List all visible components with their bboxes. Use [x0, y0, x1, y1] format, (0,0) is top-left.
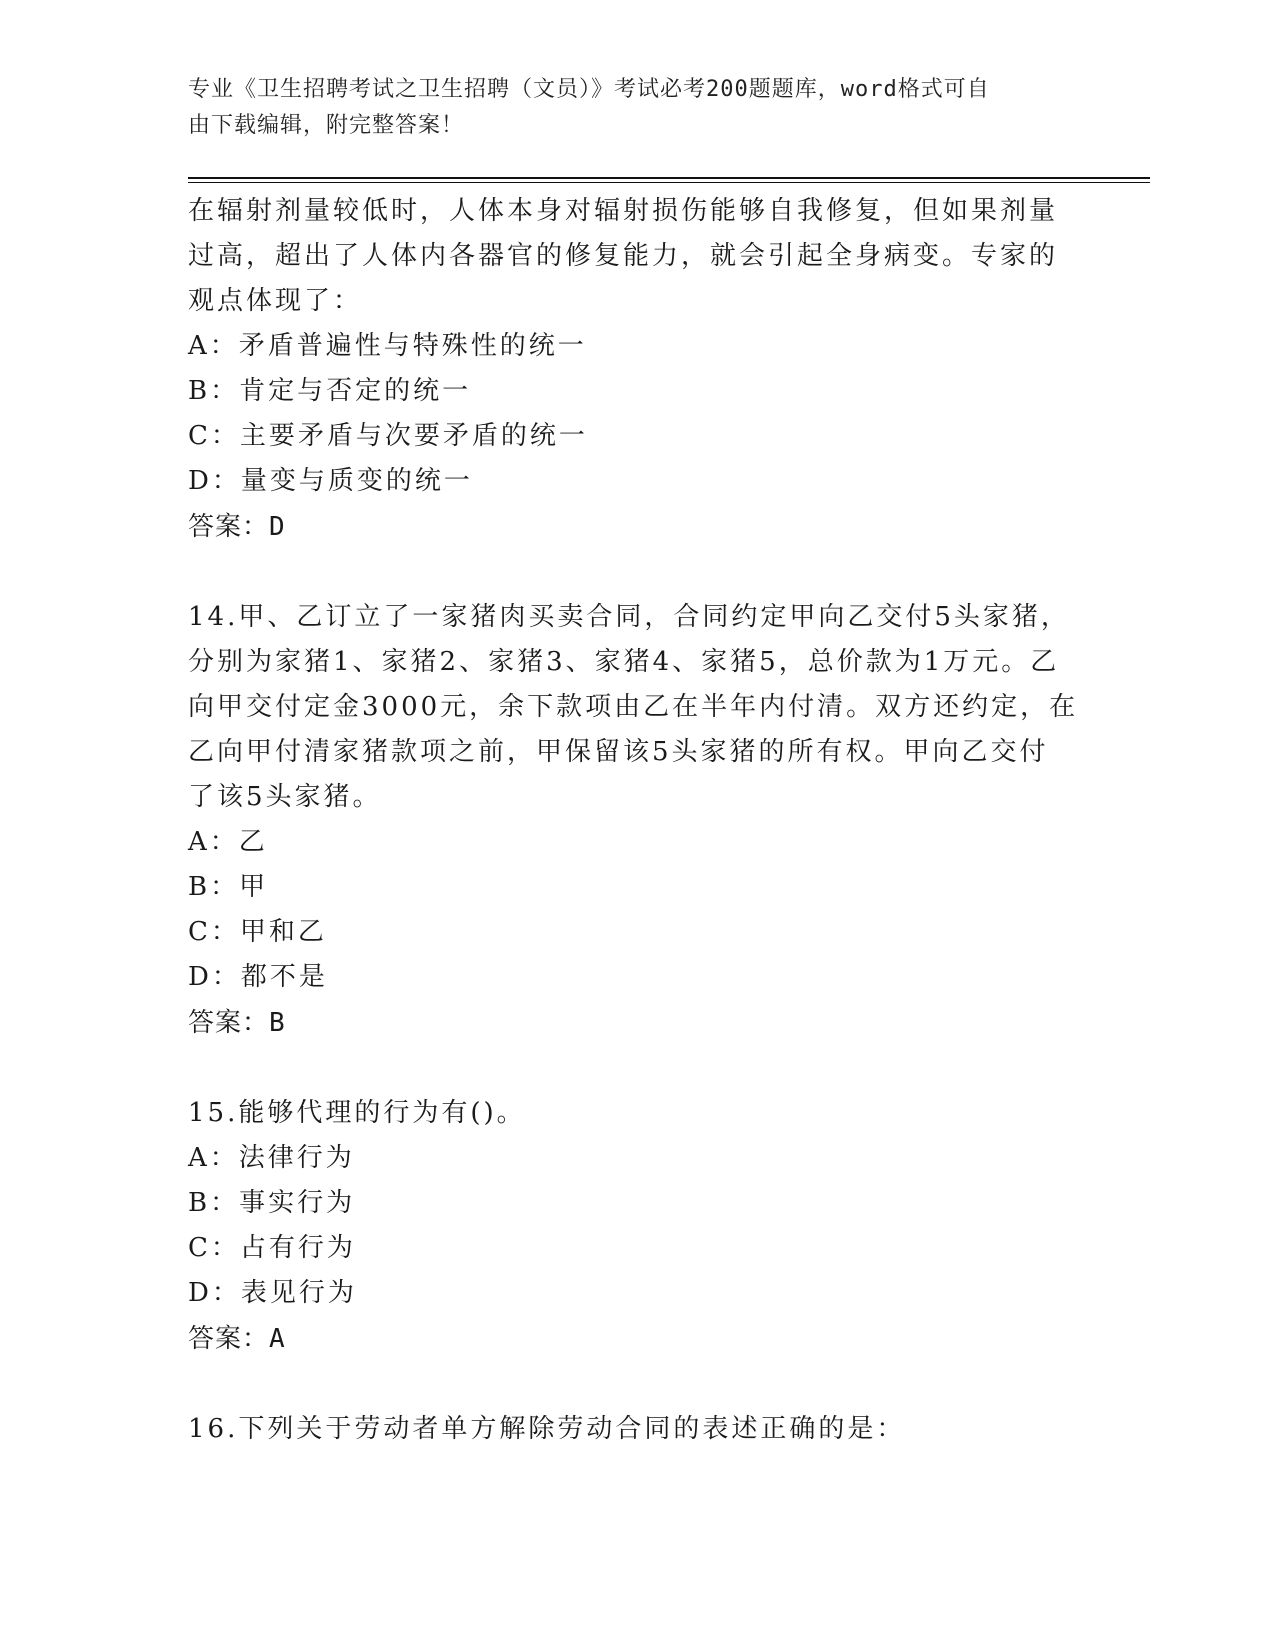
question-15: [188, 1091, 1088, 1362]
option-c: C：甲和乙: [188, 917, 327, 947]
option-d: D：都不是: [188, 962, 328, 992]
option-b: B：甲: [188, 872, 269, 902]
question-stem-line: 观点体现了：: [188, 286, 363, 316]
header-rule-bottom: [188, 182, 1150, 183]
option-a: A：法律行为: [188, 1143, 355, 1173]
option-b: B：事实行为: [188, 1188, 356, 1218]
question-14: [188, 595, 1088, 1046]
option-d: D：表见行为: [188, 1278, 357, 1308]
question-stem-line: 向甲交付定金3000元，余下款项由乙在半年内付清。双方还约定，在: [188, 692, 1079, 722]
option-c: C：占有行为: [188, 1233, 356, 1263]
header-rule-top: [188, 177, 1150, 179]
question-16: [188, 1407, 1088, 1452]
question-stem-line: 分别为家猪1、家猪2、家猪3、家猪4、家猪5，总价款为1万元。乙: [188, 647, 1060, 677]
header-line-2: 由下载编辑，附完整答案！: [188, 113, 465, 138]
question-13: [188, 189, 1088, 550]
spacer: [188, 550, 1088, 595]
answer-line: 答案：A: [188, 1324, 286, 1354]
spacer: [188, 1046, 1088, 1091]
option-b: B：肯定与否定的统一: [188, 376, 472, 406]
option-a: A：矛盾普遍性与特殊性的统一: [188, 331, 587, 361]
answer-line: 答案：B: [188, 1008, 286, 1038]
question-stem-line: 了该5头家猪。: [188, 782, 382, 812]
option-a: A：乙: [188, 827, 268, 857]
answer-line: 答案：D: [188, 512, 286, 542]
option-c: C：主要矛盾与次要矛盾的统一: [188, 421, 588, 451]
question-stem-line: 过高，超出了人体内各器官的修复能力，就会引起全身病变。专家的: [188, 241, 1059, 271]
spacer: [188, 1362, 1088, 1407]
option-d: D：量变与质变的统一: [188, 466, 473, 496]
document-header: [188, 72, 1078, 144]
question-stem-line: 在辐射剂量较低时，人体本身对辐射损伤能够自我修复，但如果剂量: [188, 196, 1059, 226]
question-list: [188, 189, 1088, 1452]
question-stem-line: 16.下列关于劳动者单方解除劳动合同的表述正确的是：: [188, 1414, 906, 1444]
header-line-1: 专业《卫生招聘考试之卫生招聘（文员）》考试必考200题题库，word格式可自: [188, 77, 990, 102]
question-stem-line: 乙向甲付清家猪款项之前，甲保留该5头家猪的所有权。甲向乙交付: [188, 737, 1049, 767]
question-stem-line: 14.甲、乙订立了一家猪肉买卖合同，合同约定甲向乙交付5头家猪，: [188, 602, 1070, 632]
question-stem-line: 15.能够代理的行为有()。: [188, 1098, 526, 1128]
